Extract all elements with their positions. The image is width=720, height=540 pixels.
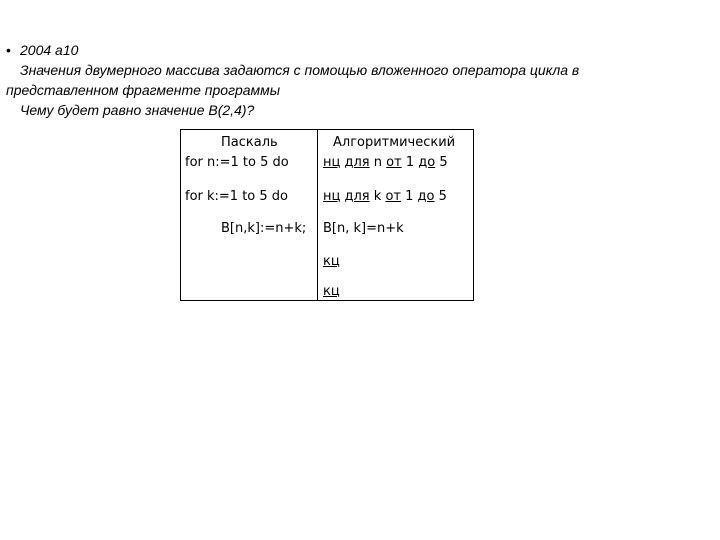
column-divider bbox=[317, 130, 318, 300]
algo-line-2 bbox=[323, 189, 447, 205]
kw-to: до bbox=[417, 189, 435, 204]
task-text bbox=[6, 40, 706, 120]
kw-nc: нц bbox=[323, 189, 341, 204]
kw-to: до bbox=[418, 155, 436, 170]
kw-kc: кц bbox=[323, 284, 340, 299]
algo-line-4 bbox=[323, 254, 340, 270]
to-value: 5 bbox=[439, 155, 448, 170]
task-line-1: Значения двумерного массива задаются с помощью вложенного оператора цикла в bbox=[20, 62, 580, 78]
code-table bbox=[180, 129, 474, 301]
task-line-2: представленном фрагменте программы bbox=[6, 82, 281, 98]
var-k: k bbox=[373, 189, 382, 204]
header-algorithmic: Алгоритмический bbox=[333, 135, 456, 150]
kw-nc: нц bbox=[323, 155, 341, 170]
var-n: n bbox=[373, 155, 383, 170]
task-title-line bbox=[6, 40, 706, 60]
pascal-line-3: B[n,k]:=n+k; bbox=[221, 221, 307, 236]
from-value: 1 bbox=[405, 189, 414, 204]
kw-for: для bbox=[344, 155, 370, 170]
pascal-line-1: for n:=1 to 5 do bbox=[185, 155, 289, 170]
kw-from: от bbox=[386, 155, 402, 170]
bullet: • bbox=[6, 42, 11, 58]
header-pascal: Паскаль bbox=[221, 135, 278, 150]
pascal-line-2: for k:=1 to 5 do bbox=[185, 189, 289, 204]
task-question: Чему будет равно значение B(2,4)? bbox=[20, 102, 255, 118]
algo-line-1 bbox=[323, 155, 448, 171]
task-title: 2004 а10 bbox=[20, 42, 79, 58]
kw-from: от bbox=[385, 189, 401, 204]
from-value: 1 bbox=[405, 155, 415, 170]
algo-line-3: B[n, k]=n+k bbox=[323, 221, 404, 236]
algo-line-5 bbox=[323, 284, 340, 300]
kw-for: для bbox=[344, 189, 370, 204]
to-value: 5 bbox=[438, 189, 447, 204]
kw-kc: кц bbox=[323, 254, 340, 269]
